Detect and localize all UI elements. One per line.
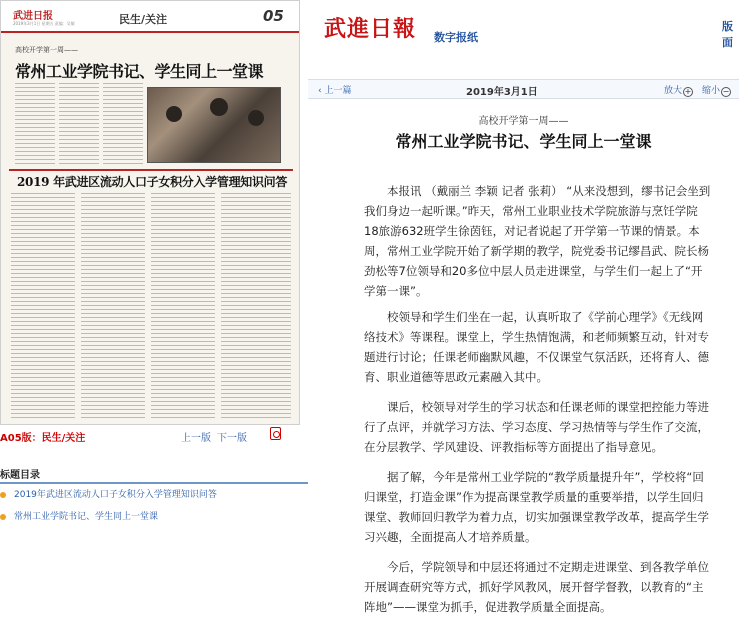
paper-masthead — [1, 1, 300, 33]
zoom-out-label[interactable]: 缩小 — [702, 86, 721, 96]
article-paragraph: 课后，校领导对学生的学习状态和任课老师的课堂把控能力等进行了点评，并就学习方法、学习态度、学习热情等与学生作了交流，在分层教学、学风建设、评教指标等方面提出了指导意见。 — [364, 400, 709, 454]
paper-page-number: 05 — [263, 7, 284, 25]
article-paragraph: 本报讯 （戴丽兰 李颖 记者 张莉） “从来没想到，缪书记会坐到我们身边一起听课。”昨天，常州工业职业技术学院旅游与烹饪学院18旅游632班学生徐茵钰，对记者说起了开学第一节课的情景。本周，常州工业学院开始了新学期的教学，院党委书记缪昌武、院长杨劲松等7位领导和20多位中层人员走进课堂，与学生们一起上了“开学第一课”。 — [364, 184, 711, 298]
prev-page-link[interactable]: 上一版 — [181, 433, 211, 444]
prev-article-link[interactable]: ‹ 上一篇 — [318, 86, 352, 96]
article-paragraph: 据了解，今年是常州工业学院的“教学质量提升年”，学校将“回归课堂，打造金课”作为提高课堂教学质量的重要举措，以学生回归课堂、教师回归教学为着力点，切实加强课堂教学改革，提高学生学习兴趣，全面提高人才培养质量。 — [364, 470, 709, 544]
paper-headline[interactable]: 常州工业学院书记、学生同上一堂课 — [15, 62, 264, 81]
toc-item[interactable] — [0, 506, 308, 528]
paper-text-block — [15, 83, 55, 165]
paper-photo — [147, 87, 281, 163]
paper-text-block — [11, 193, 75, 421]
zoom-in-button[interactable] — [664, 83, 693, 97]
plus-icon[interactable]: + — [684, 87, 692, 96]
paper-text-block — [151, 193, 215, 421]
article-title: 常州工业学院书记、学生同上一堂课 — [395, 132, 652, 151]
page-label: A05版：民生/关注 — [0, 433, 86, 444]
paper-text-block — [59, 83, 99, 165]
paper-section: 民生/关注 — [119, 13, 168, 26]
bullet-icon — [0, 492, 6, 498]
toc-item[interactable] — [0, 484, 308, 506]
site-logo[interactable]: 武進日報 — [324, 16, 417, 42]
edition-link[interactable]: 版面 — [722, 20, 733, 49]
toc-title: 标题目录 — [0, 462, 308, 484]
article-paragraph: 今后，学院领导和中层还将通过不定期走进课堂、到各教学单位开展调查研究等方式，抓好学风教风，展开督学督教，以教育的“主阵地”——课堂为抓手，促进教学质量全面提高。 — [364, 560, 709, 614]
article-toolbar — [308, 79, 739, 99]
paper-meta: 2019年3月1日 星期五 责编：吴敏 — [13, 21, 75, 26]
newspaper-page-image[interactable] — [0, 0, 300, 425]
site-subtitle: 数字报纸 — [434, 31, 478, 44]
toc-item-label[interactable]: 2019年武进区流动人口子女积分入学管理知识问答 — [14, 490, 217, 500]
article-kicker: 高校开学第一周—— — [478, 116, 569, 127]
paper-logo: 武进日报 — [13, 11, 53, 22]
article-panel — [308, 0, 739, 620]
paper-kicker: 高校开学第一周—— — [15, 46, 78, 54]
toc-item-label[interactable]: 常州工业学院书记、学生同上一堂课 — [14, 512, 159, 522]
site-header — [308, 0, 739, 60]
paper-divider — [9, 169, 293, 171]
zoom-in-label[interactable]: 放大 — [664, 86, 683, 96]
pdf-icon[interactable] — [270, 427, 281, 440]
issue-date: 2019年3月1日 — [466, 87, 538, 98]
title-directory — [0, 462, 308, 528]
paper-text-block — [221, 193, 291, 421]
article-paragraph: 校领导和学生们坐在一起，认真听取了《学前心理学》《无线网络技术》等课程。课堂上，学生热情饱满，和老师频繁互动，针对专题进行讨论；任课老师幽默风趣，不仅课堂气氛活跃，还将育人、德育、职业道德等思政元素融入其中。 — [364, 310, 709, 384]
zoom-out-button[interactable] — [702, 83, 731, 97]
next-page-link[interactable]: 下一版 — [217, 433, 247, 444]
paper-headline-2[interactable]: 2019 年武进区流动人口子女积分入学管理知识问答 — [17, 175, 288, 189]
minus-icon[interactable]: − — [722, 87, 730, 96]
bullet-icon — [0, 514, 6, 520]
paper-text-block — [103, 83, 143, 165]
paper-text-block — [81, 193, 145, 421]
page-nav-footer — [0, 425, 308, 447]
prev-article-label[interactable]: 上一篇 — [324, 86, 352, 96]
left-panel — [0, 0, 308, 620]
